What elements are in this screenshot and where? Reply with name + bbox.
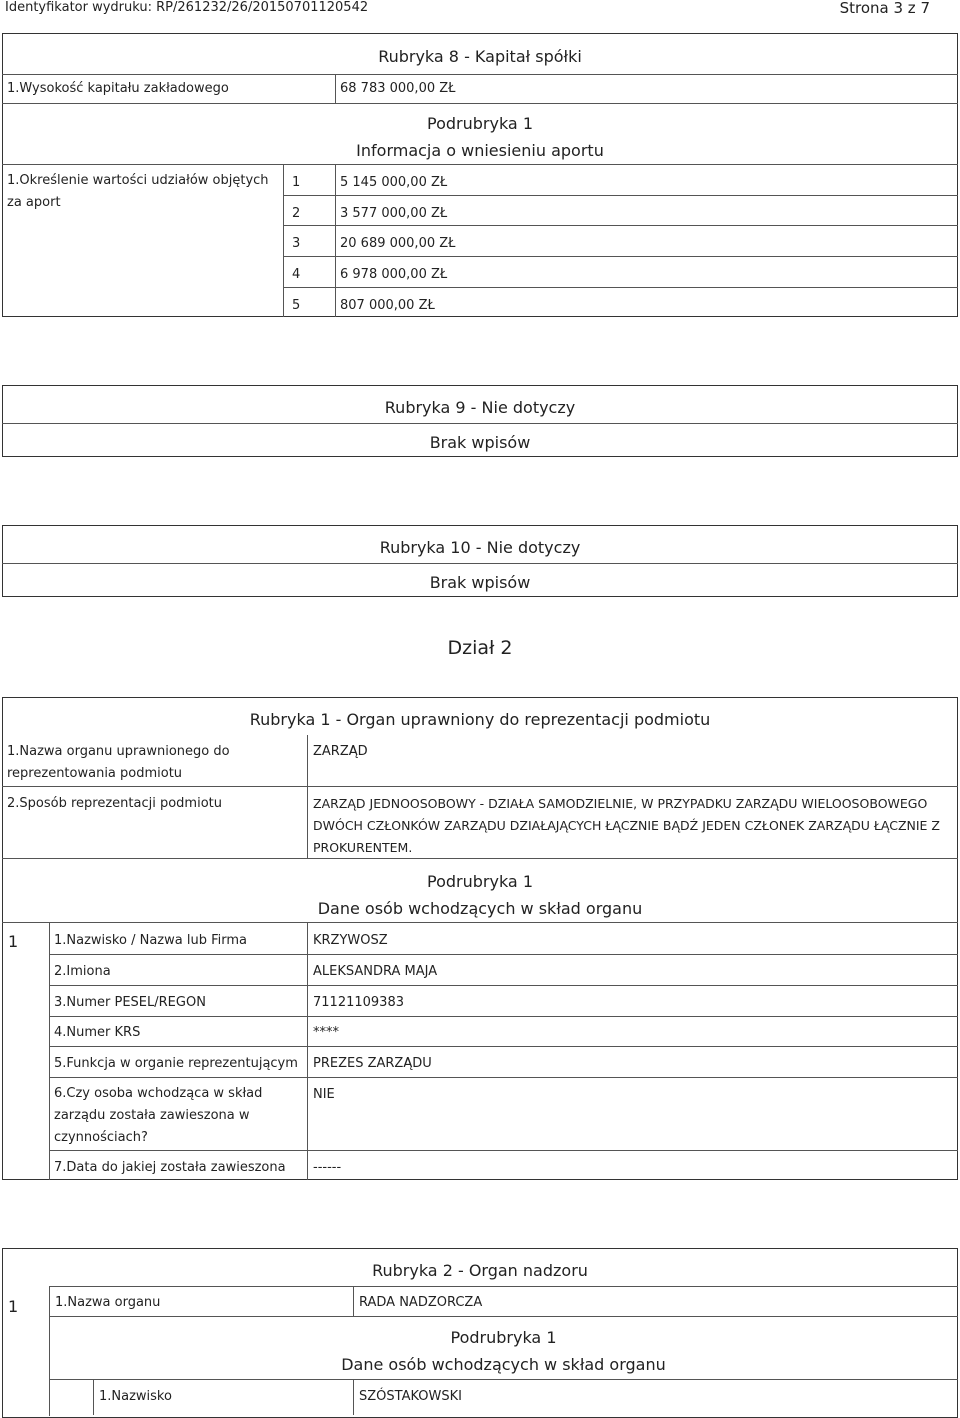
rubryka-8-subsection-subtitle: Informacja o wniesieniu aportu bbox=[356, 141, 604, 160]
print-identifier: Identyfikator wydruku: RP/261232/26/20150701120542 bbox=[5, 0, 369, 15]
rubryka-1-title: Rubryka 1 - Organ uprawniony do reprezentacji podmiotu bbox=[249, 710, 711, 729]
rubryka-1-subsection-subtitle: Dane osób wchodzących w skład organu bbox=[317, 899, 643, 918]
rubryka-2-title: Rubryka 2 - Organ nadzoru bbox=[372, 1261, 588, 1280]
aport-label: 1.Określenie wartości udziałów objętych za aport bbox=[7, 173, 269, 210]
organ-name-value: ZARZĄD bbox=[313, 744, 368, 759]
pesel-value: 71121109383 bbox=[313, 995, 404, 1010]
krs-label: 4.Numer KRS bbox=[54, 1025, 141, 1040]
supervisory-member-surname-label: 1.Nazwisko bbox=[99, 1389, 172, 1404]
function-value: PREZES ZARZĄDU bbox=[313, 1056, 432, 1071]
rubryka-9-empty: Brak wpisów bbox=[429, 433, 531, 452]
supervisory-member-surname-value: SZÓSTAKOWSKI bbox=[359, 1389, 462, 1404]
rubryka-9-title: Rubryka 9 - Nie dotyczy bbox=[384, 398, 576, 417]
suspended-until-value: ------ bbox=[313, 1160, 342, 1175]
capital-value: 68 783 000,00 ZŁ bbox=[340, 81, 456, 96]
rubryka-2-subsection-subtitle: Dane osób wchodzących w skład organu bbox=[341, 1355, 666, 1374]
rubryka-10-empty: Brak wpisów bbox=[429, 573, 531, 592]
organ-number: 1 bbox=[8, 1297, 19, 1316]
rubryka-10-title: Rubryka 10 - Nie dotyczy bbox=[379, 538, 581, 557]
first-names-value: ALEKSANDRA MAJA bbox=[313, 964, 438, 979]
pesel-label: 3.Numer PESEL/REGON bbox=[54, 995, 206, 1010]
suspended-until-label: 7.Data do jakiej została zawieszona bbox=[54, 1160, 286, 1175]
function-label: 5.Funkcja w organie reprezentującym bbox=[54, 1056, 298, 1071]
rubryka-8-title: Rubryka 8 - Kapitał spółki bbox=[378, 47, 582, 66]
krs-value: **** bbox=[313, 1025, 339, 1040]
first-names-label: 2.Imiona bbox=[54, 964, 111, 979]
rubryka-8-subsection-title: Podrubryka 1 bbox=[427, 114, 533, 133]
person-number: 1 bbox=[8, 932, 19, 951]
rubryka-2-subsection-title: Podrubryka 1 bbox=[450, 1328, 557, 1347]
rubryka-1-subsection-title: Podrubryka 1 bbox=[427, 872, 533, 891]
capital-label: 1.Wysokość kapitału zakładowego bbox=[7, 81, 229, 96]
representation-method-value: ZARZĄD JEDNOOSOBOWY - DZIAŁA SAMODZIELNIE, W PRZYPADKU ZARZĄDU WIELOOSOBOWEGO DWÓCH CZŁONKÓW ZARZĄDU DZIAŁAJĄCYCH ŁĄCZNIE BĄDŹ JEDEN CZŁONEK ZARZĄDU ŁĄCZNIE Z PROKURENTEM. bbox=[313, 796, 940, 855]
surname-label: 1.Nazwisko / Nazwa lub Firma bbox=[54, 933, 247, 948]
suspended-value: NIE bbox=[313, 1087, 335, 1102]
supervisory-organ-name-label: 1.Nazwa organu bbox=[55, 1295, 161, 1310]
page-number: Strona 3 z 7 bbox=[839, 0, 930, 17]
representation-method-label: 2.Sposób reprezentacji podmiotu bbox=[7, 796, 222, 811]
surname-value: KRZYWOSZ bbox=[313, 933, 388, 948]
supervisory-organ-name-value: RADA NADZORCZA bbox=[359, 1295, 483, 1310]
organ-name-label: 1.Nazwa organu uprawnionego do reprezentowania podmiotu bbox=[7, 744, 230, 781]
dzial-2-title: Dział 2 bbox=[447, 637, 513, 659]
suspended-label: 6.Czy osoba wchodząca w skład zarządu została zawieszona w czynnościach? bbox=[54, 1086, 263, 1145]
